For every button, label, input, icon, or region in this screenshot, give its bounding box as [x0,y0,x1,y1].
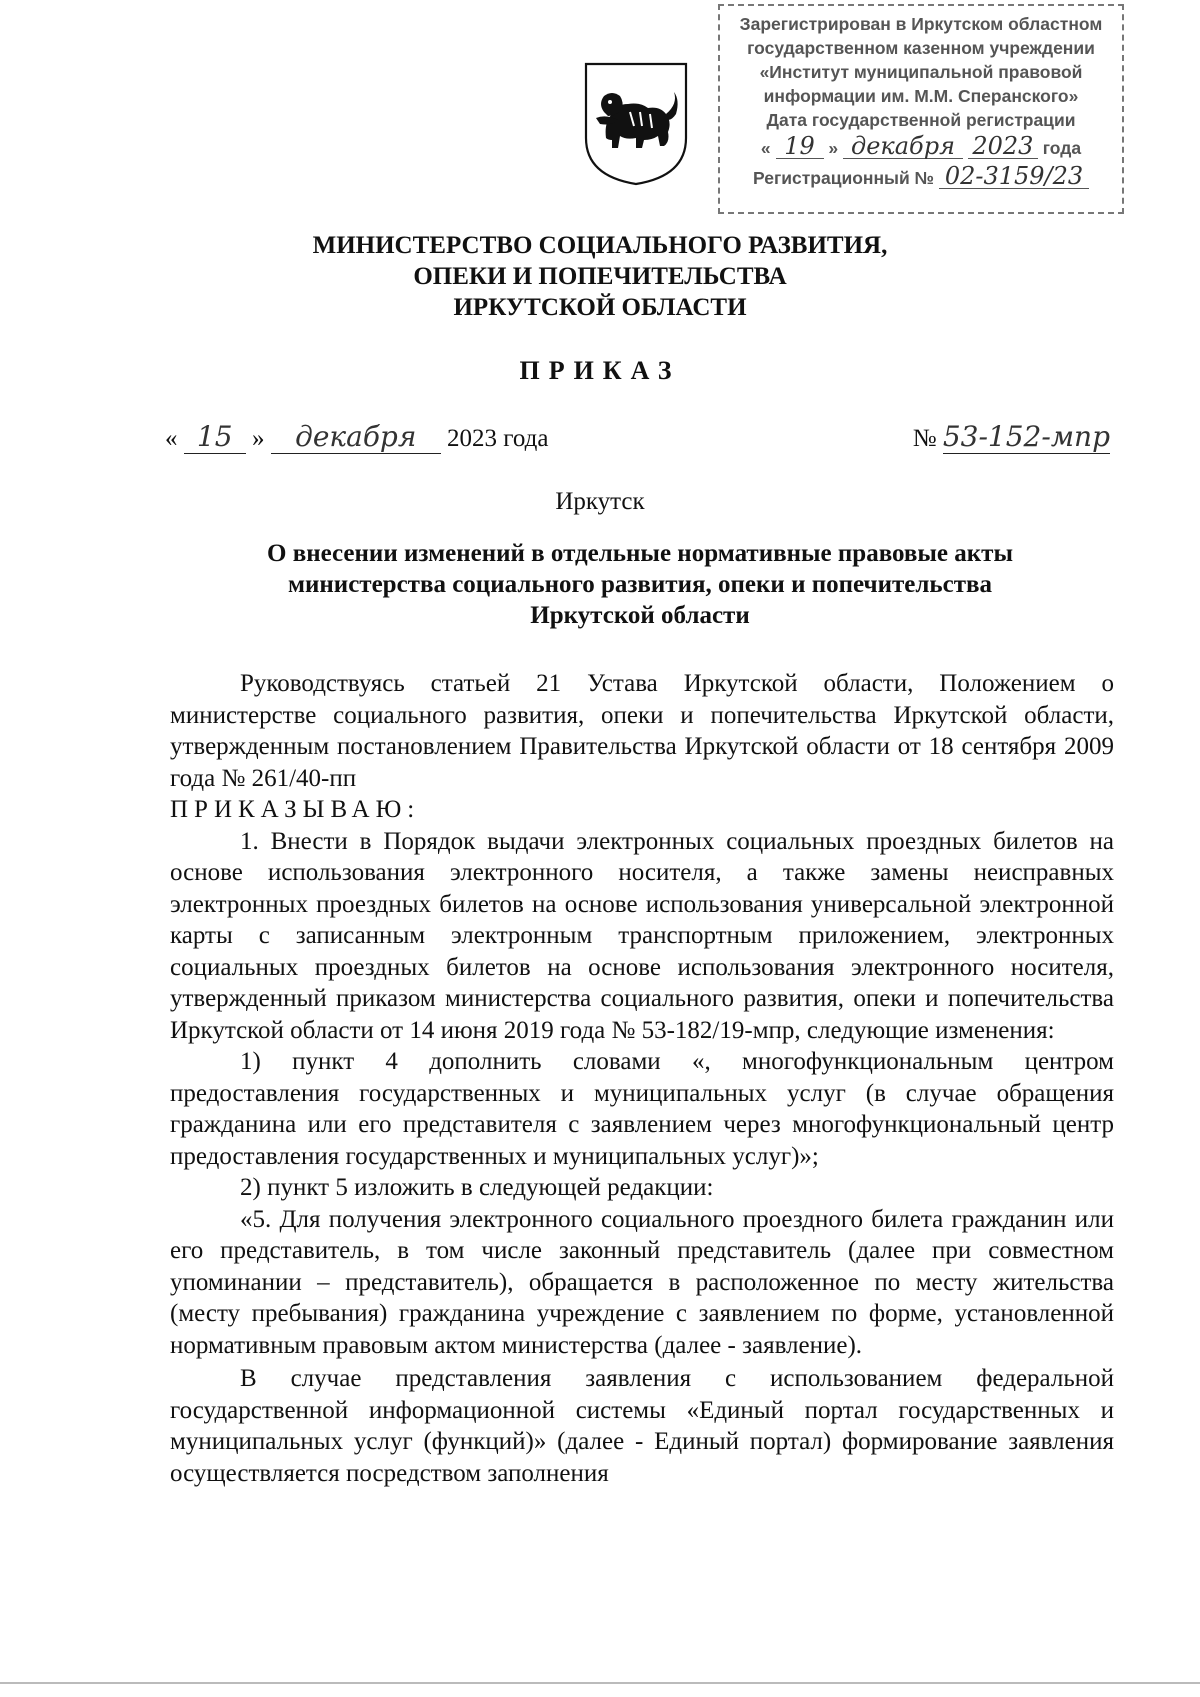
stamp-month: декабря [843,134,963,159]
stamp-reg-row [720,164,1122,190]
ministry-line-1: МИНИСТЕРСТВО СОЦИАЛЬНОГО РАЗВИТИЯ, [312,232,888,259]
stamp-day: 19 [776,134,824,159]
order-date-quote-close: » [252,425,265,452]
ministry-line-3: ИРКУТСКОЙ ОБЛАСТИ [453,294,747,321]
stamp-quote-close: » [828,138,839,158]
stamp-line-1: Зарегистрирован в Иркутском областном [739,14,1103,34]
order-date-year: 2023 года [447,425,549,452]
stamp-line-2: государственном казенном учреждении [747,38,1095,58]
stamp-reg-label: Регистрационный № [752,168,935,188]
stamp-date-row [720,134,1122,160]
order-number [913,420,1110,454]
subject-line-2: министерства социального развития, опеки и попечительства [287,571,993,598]
quoted-item-5-paragraph: «5. Для получения электронного социального проездного билета гражданин или его представитель, в том числе законный представитель (далее при совместном упоминании – представитель), обращается в расположенное по месту жительства (месту пребывания) гражданина учреждение с заявлением по форме, установленной нормативным правовым актом министерства (далее - заявление). [170,1205,1114,1359]
page-bottom-rule [0,1682,1200,1684]
coat-of-arms-icon [582,60,690,188]
stamp-quote-open: « [760,138,771,158]
stamp-line-3: «Институт муниципальной правовой [759,62,1083,82]
city-name: Иркутск [555,488,645,515]
portal-paragraph: В случае представления заявления с использованием федеральной государственной информационной системы «Единый портал государственных и муниципальных услуг (функций)» (далее - Единый портал) формирование заявления осуществляется посредством заполнения [170,1365,1114,1487]
order-number-value: 53-152-мпр [942,420,1110,453]
stamp-line-5: Дата государственной регистрации [766,110,1076,130]
order-word: ПРИКАЗЫВАЮ: [170,796,421,823]
subject-line-3: Иркутской области [530,602,750,629]
order-title: ПРИКАЗ [519,356,681,385]
stamp-year-suffix: года [1042,138,1082,158]
order-date [165,420,548,454]
subitem-2-paragraph: 2) пункт 5 изложить в следующей редакции: [240,1174,714,1201]
preamble-paragraph: Руководствуясь статьей 21 Устава Иркутской области, Положением о министерстве социального развития, опеки и попечительства Иркутской области, утвержденным постановлением Правительства Иркутской области от 18 сентября 2009 года № 261/40-пп [170,670,1114,792]
order-date-day: 15 [184,420,246,454]
registration-stamp [718,4,1124,214]
stamp-line-4: информации им. М.М. Сперанского» [763,86,1079,106]
item-1-paragraph: 1. Внести в Порядок выдачи электронных социальных проездных билетов на основе использования электронного носителя, а также замены неисправных электронных проездных билетов на основе использования универсальной электронной карты с записанным электронным транспортным приложением, электронных социальных проездных билетов на основе использования электронного носителя, утвержденный приказом министерства социального развития, опеки и попечительства Иркутской области от 14 июня 2019 года № 53-182/19-мпр, следующие изменения: [170,827,1114,1044]
ministry-line-2: ОПЕКИ И ПОПЕЧИТЕЛЬСТВА [413,263,787,290]
order-date-month: декабря [271,420,441,454]
subject-line-1: О внесении изменений в отдельные нормативные правовые акты [267,540,1013,567]
order-number-prefix: № [912,425,937,452]
ministry-heading [0,230,1200,323]
order-body [170,668,1114,1489]
stamp-year: 2023 [968,134,1038,159]
subitem-1-paragraph: 1) пункт 4 дополнить словами «, многофункциональным центром предоставления государственных и муниципальных услуг (в случае обращения гражданина или его представителя с заявлением через многофункциональный центр предоставления государственных и муниципальных услуг)»; [170,1048,1114,1170]
order-subject [170,538,1110,631]
order-date-quote-open: « [165,425,178,452]
stamp-reg-number: 02-3159/23 [939,164,1089,189]
